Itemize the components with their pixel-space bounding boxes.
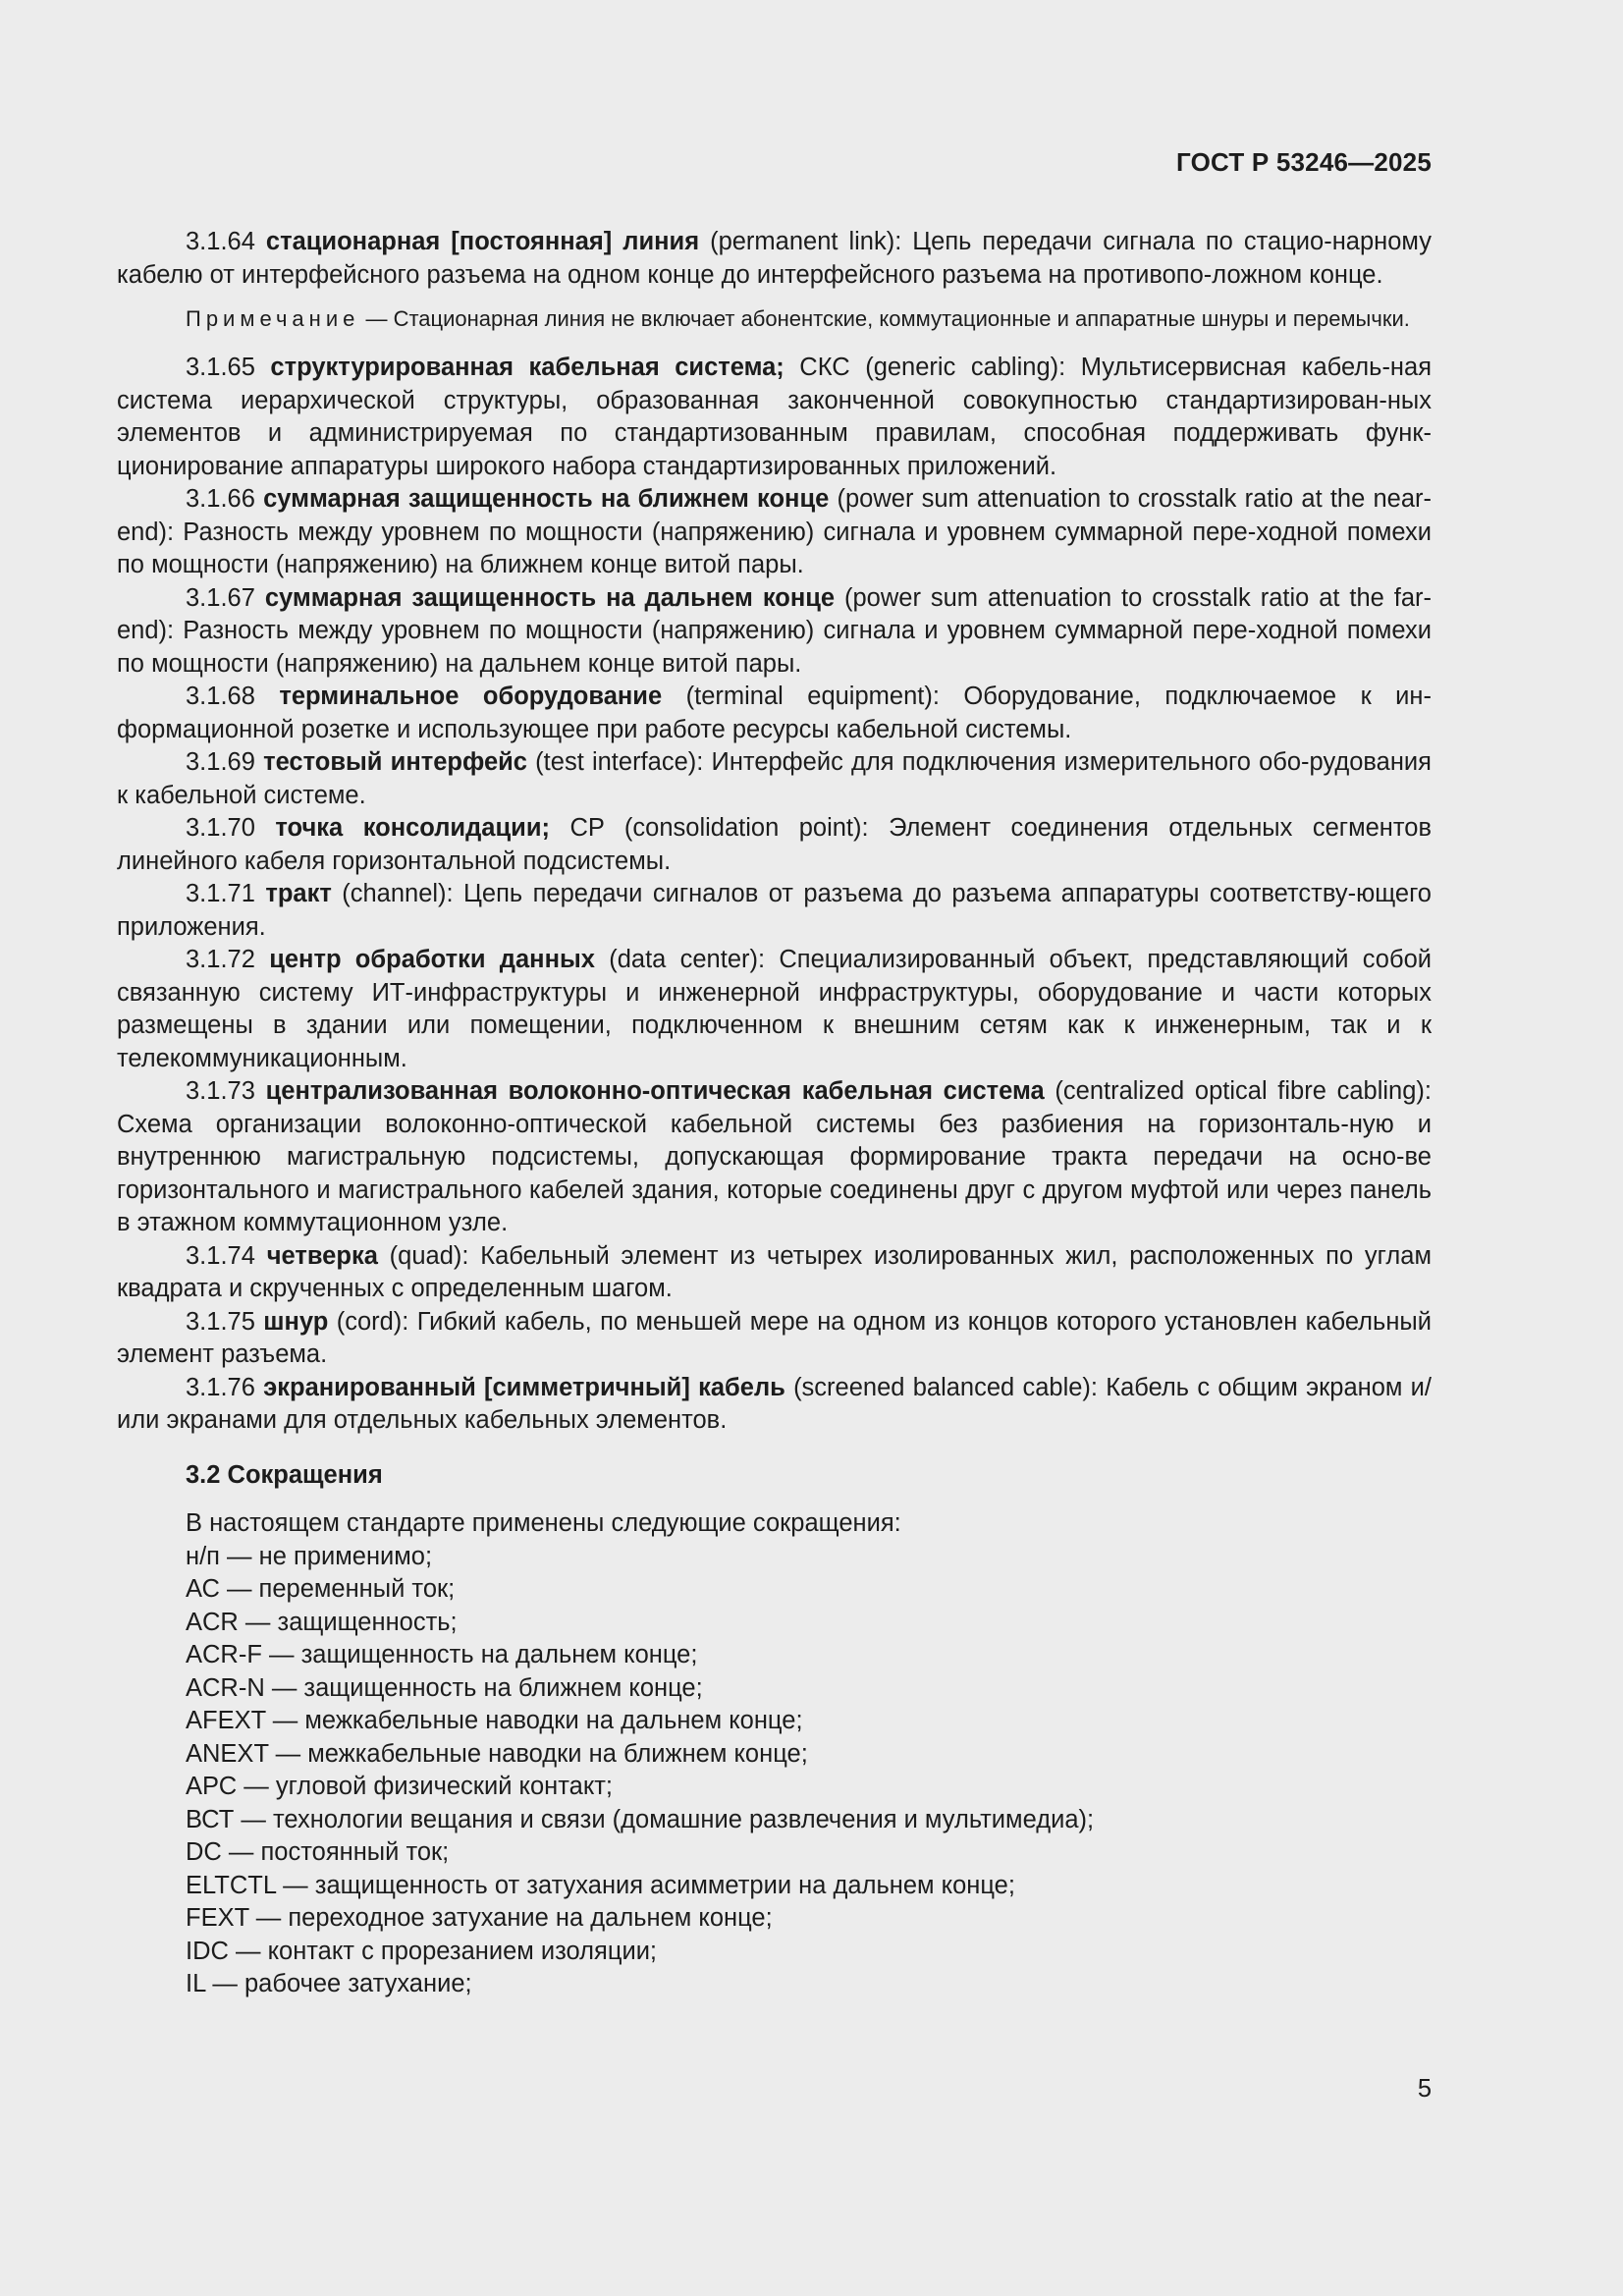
term-name: тестовый интерфейс xyxy=(263,748,527,776)
term-definition: (data center): Специализированный объект, представляющий собой связанную систему ИТ-инфраструктуры и инженерной инфраструктуры, оборудование и части которых размещены в здании или помещении, подключенном к внешним сетям как к инженерным, так и к телекоммуникационным. xyxy=(117,946,1432,1072)
term-definition: CP (consolidation point): Элемент соединения отдельных сегментов линейного кабеля горизонтальной подсистемы. xyxy=(117,814,1433,875)
abbreviation-item: ACR — защищенность; xyxy=(186,1608,458,1636)
note-label: Примечание xyxy=(186,306,360,331)
document-header: ГОСТ Р 53246—2025 xyxy=(1176,147,1432,177)
term-definition: (terminal equipment): Оборудование, подключаемое к ин-формационной розетке и использующее при работе ресурсы кабельной системы. xyxy=(117,683,1433,743)
term-entry xyxy=(117,812,1432,878)
term-definition: (screened balanced cable): Кабель с общим экраном и/или экранами для отдельных кабельных элементов. xyxy=(117,1373,1432,1434)
abbreviation-item: IDC — контакт с прорезанием изоляции; xyxy=(186,1937,658,1965)
term-definition: (channel): Цепь передачи сигналов от разъема до разъема аппаратуры соответству-ющего приложения. xyxy=(117,880,1432,941)
term-number: 3.1.75 xyxy=(186,1307,255,1336)
term-number: 3.1.68 xyxy=(186,683,255,710)
term-definition: (quad): Кабельный элемент из четырех изолированных жил, расположенных по углам квадрата и скрученных с определенным шагом. xyxy=(117,1241,1432,1302)
term-number: 3.1.70 xyxy=(186,814,255,842)
term-name: стационарная [постоянная] линия xyxy=(265,228,700,255)
page-content xyxy=(117,226,1432,2001)
term-name: централизованная волоконно-оптическая кабельная система xyxy=(265,1077,1045,1105)
term-name: четверка xyxy=(266,1241,378,1270)
term-definition: (power sum attenuation to crosstalk ratio at the near-end): Разность между уровнем по мощности (напряжению) сигнала и уровнем суммарной пере-ходной помехи по мощности (напряжению) на ближнем конце витой пары. xyxy=(117,485,1433,578)
term-definition: (cord): Гибкий кабель, по меньшей мере на одном из концов которого установлен кабельный элемент разъема. xyxy=(117,1307,1432,1368)
term-name: терминальное оборудование xyxy=(279,683,663,710)
term-entry xyxy=(117,226,1432,292)
section-heading: 3.2 Сокращения xyxy=(186,1460,383,1489)
term-name: точка консолидации; xyxy=(275,814,550,842)
term-number: 3.1.71 xyxy=(186,880,255,907)
term-entry xyxy=(117,746,1432,812)
abbreviation-item: DC — постоянный ток; xyxy=(186,1838,450,1866)
term-entry xyxy=(117,1306,1432,1372)
term-number: 3.1.65 xyxy=(186,354,255,381)
page-number: 5 xyxy=(1417,2075,1432,2103)
term-entry xyxy=(117,878,1432,944)
abbreviation-item: ELTCTL — защищенность от затухания асимметрии на дальнем конце; xyxy=(186,1871,1015,1899)
abbreviation-item: ACR-F — защищенность на дальнем конце; xyxy=(186,1641,698,1668)
term-definition: (centralized optical fibre cabling): Схема организации волоконно-оптической кабельной системы без разбиения на горизонталь-ную и внутреннюю магистральную подсистемы, допускающая формирование тракта передачи на осно-ве горизонтального и магистрального кабелей здания, которые соединены друг с другом муфтой или через панель в этажном коммутационном узле. xyxy=(117,1077,1432,1236)
term-definition: СКС (generic cabling): Мультисервисная кабель-ная система иерархической структуры, образованная законченной совокупностью стандартизирован-ных элементов и администрируемая по стандартизованным правилам, способная поддерживать функ-ционирование аппаратуры широкого набора стандартизированных приложений. xyxy=(117,354,1433,480)
abbreviation-item: н/п — не применимо; xyxy=(186,1542,433,1570)
term-entry xyxy=(117,1075,1432,1240)
term-name: тракт xyxy=(265,880,332,907)
term-name: суммарная защищенность на дальнем конце xyxy=(264,583,836,612)
term-entry xyxy=(117,681,1432,746)
term-entry xyxy=(117,1372,1432,1438)
term-name: структурированная кабельная система; xyxy=(270,354,784,381)
term-definition: (permanent link): Цепь передачи сигнала по стацио-нарному кабелю от интерфейсного разъема на одном конце до интерфейсного разъема на противопо-ложном конце. xyxy=(117,228,1432,289)
term-entry xyxy=(117,1240,1432,1306)
term-number: 3.1.72 xyxy=(186,946,255,973)
abbreviation-item: FEXT — переходное затухание на дальнем конце; xyxy=(186,1904,773,1932)
term-number: 3.1.66 xyxy=(186,485,255,513)
term-number: 3.1.69 xyxy=(186,748,255,776)
abbreviation-item: AFEXT — межкабельные наводки на дальнем конце; xyxy=(186,1707,803,1734)
abbreviation-item: IL — рабочее затухание; xyxy=(186,1970,472,1997)
term-number: 3.1.74 xyxy=(186,1241,255,1270)
section-intro: В настоящем стандарте применены следующие сокращения: xyxy=(186,1509,901,1537)
term-name: суммарная защищенность на ближнем конце xyxy=(263,485,830,513)
abbreviation-item: ANEXT — межкабельные наводки на ближнем конце; xyxy=(186,1739,808,1768)
term-number: 3.1.76 xyxy=(186,1373,255,1401)
term-name: шнур xyxy=(263,1307,329,1336)
abbreviation-item: ACR-N — защищенность на ближнем конце; xyxy=(186,1673,703,1702)
term-number: 3.1.73 xyxy=(186,1077,255,1105)
term-entry xyxy=(117,483,1432,582)
term-number: 3.1.64 xyxy=(186,228,255,255)
note xyxy=(117,304,1432,334)
abbreviation-item: АРС — угловой физический контакт; xyxy=(186,1773,614,1800)
term-entry xyxy=(117,944,1432,1075)
term-entry xyxy=(117,582,1432,682)
term-definition: (test interface): Интерфейс для подключения измерительного обо-рудования к кабельной системе. xyxy=(117,748,1432,809)
abbreviation-item: ВСТ — технологии вещания и связи (домашние развлечения и мультимедиа); xyxy=(186,1805,1095,1833)
term-number: 3.1.67 xyxy=(186,583,255,612)
term-entry xyxy=(117,352,1432,483)
term-name: экранированный [симметричный] кабель xyxy=(263,1373,785,1401)
term-name: центр обработки данных xyxy=(269,946,595,973)
term-definition: (power sum attenuation to crosstalk ratio at the far-end): Разность между уровнем по мощности (напряжению) сигнала и уровнем суммарной пере-ходной помехи по мощности (напряжению) на дальнем конце витой пары. xyxy=(117,583,1433,678)
note-text: — Стационарная линия не включает абонентские, коммутационные и аппаратные шнуры и перемычки. xyxy=(359,306,1410,331)
abbreviation-item: АС — переменный ток; xyxy=(186,1575,456,1603)
